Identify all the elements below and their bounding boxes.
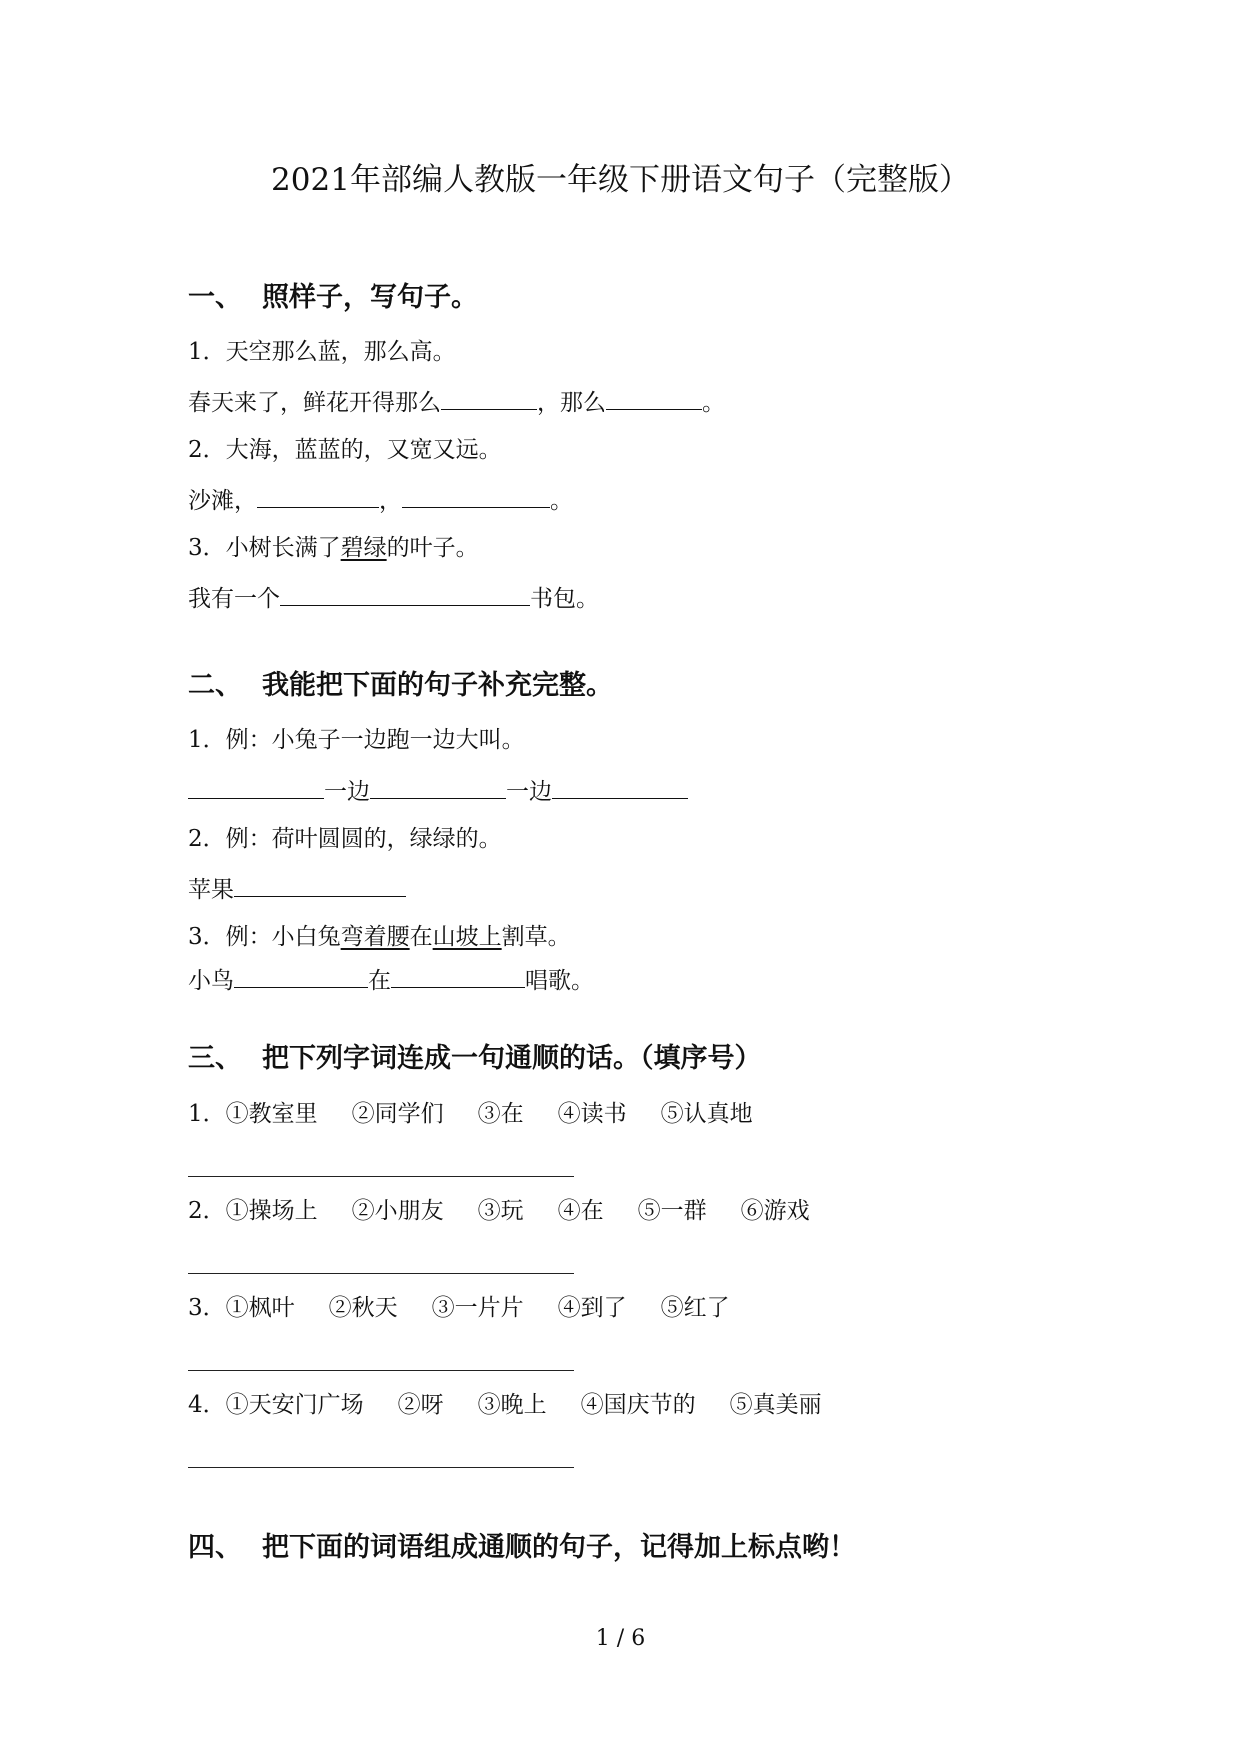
s3-q3-options xyxy=(188,1292,764,1324)
question-number: 4． xyxy=(188,1392,226,1418)
word-option: ③在 xyxy=(477,1101,524,1127)
word-option: ④读书 xyxy=(557,1101,627,1127)
answer-line[interactable] xyxy=(188,1273,574,1274)
example-text: 的叶子。 xyxy=(386,535,479,561)
answer-line[interactable] xyxy=(188,1370,574,1371)
answer-blank[interactable] xyxy=(188,774,324,799)
s3-q2-options xyxy=(188,1195,844,1227)
word-option: ②同学们 xyxy=(351,1101,444,1127)
s2-q1-task xyxy=(188,774,688,808)
word-option: ②秋天 xyxy=(328,1295,398,1321)
answer-blank[interactable] xyxy=(280,581,530,606)
section-number: 三、 xyxy=(188,1043,242,1074)
s1-q3-task xyxy=(188,581,599,615)
s2-q1-example: 1．例：小兔子一边跑一边大叫。 xyxy=(188,727,525,753)
s1-q2-task xyxy=(188,483,573,517)
answer-blank[interactable] xyxy=(606,385,702,410)
s1-q2-example: 2．大海，蓝蓝的，又宽又远。 xyxy=(188,437,502,463)
task-text: 苹果 xyxy=(188,877,234,903)
s2-q3-example xyxy=(188,921,571,953)
section-4-heading xyxy=(188,1530,856,1566)
task-text: 。 xyxy=(550,488,573,514)
answer-blank[interactable] xyxy=(441,385,537,410)
section-3-heading xyxy=(188,1041,762,1077)
section-1-heading xyxy=(188,280,478,316)
task-text: 春天来了，鲜花开得那么 xyxy=(188,390,441,416)
question-number: 3． xyxy=(188,1295,226,1321)
s2-q2-task xyxy=(188,872,406,906)
s1-q1-task xyxy=(188,385,725,419)
answer-blank[interactable] xyxy=(234,872,406,897)
task-text: 一边 xyxy=(506,779,552,805)
task-text: 。 xyxy=(702,390,725,416)
answer-blank[interactable] xyxy=(234,963,368,988)
answer-blank[interactable] xyxy=(391,963,525,988)
word-option: ①教室里 xyxy=(225,1101,318,1127)
underlined-word: 山坡上 xyxy=(432,924,502,950)
task-text: 小鸟 xyxy=(188,968,234,994)
underlined-word: 弯着腰 xyxy=(340,924,410,950)
section-2-heading xyxy=(188,668,613,704)
answer-blank[interactable] xyxy=(402,483,550,508)
task-text: 我有一个 xyxy=(188,586,280,612)
section-title: 把下列字词连成一句通顺的话。（填序号） xyxy=(262,1043,762,1074)
word-option: ①操场上 xyxy=(225,1198,318,1224)
task-text: 沙滩， xyxy=(188,488,257,514)
word-option: ④到了 xyxy=(557,1295,627,1321)
word-option: ⑤认真地 xyxy=(660,1101,753,1127)
task-text: 唱歌。 xyxy=(525,968,594,994)
page-title: 2021年部编人教版一年级下册语文句子（完整版） xyxy=(271,162,970,198)
task-text: 一边 xyxy=(324,779,370,805)
section-title: 照样子，写句子。 xyxy=(262,282,478,313)
answer-line[interactable] xyxy=(188,1176,574,1177)
s3-q4-options xyxy=(188,1389,856,1421)
word-option: ⑤真美丽 xyxy=(729,1392,822,1418)
underlined-word: 碧绿 xyxy=(340,535,387,561)
word-option: ⑥游戏 xyxy=(740,1198,810,1224)
example-text: 在 xyxy=(409,924,433,950)
s1-q1-example: 1．天空那么蓝，那么高。 xyxy=(188,339,456,365)
answer-blank[interactable] xyxy=(257,483,379,508)
word-option: ①天安门广场 xyxy=(225,1392,364,1418)
word-option: ①枫叶 xyxy=(225,1295,295,1321)
answer-line[interactable] xyxy=(188,1467,574,1468)
section-number: 二、 xyxy=(188,670,242,701)
question-number: 2． xyxy=(188,1198,226,1224)
word-option: ③晚上 xyxy=(477,1392,547,1418)
word-option: ③一片片 xyxy=(431,1295,524,1321)
example-text: 3．例：小白兔 xyxy=(188,924,341,950)
word-option: ②小朋友 xyxy=(351,1198,444,1224)
answer-blank[interactable] xyxy=(370,774,506,799)
page-number: 1 / 6 xyxy=(595,1626,646,1651)
example-text: 3．小树长满了 xyxy=(188,535,341,561)
section-title: 我能把下面的句子补充完整。 xyxy=(262,670,613,701)
section-number: 一、 xyxy=(188,282,242,313)
s3-q1-options xyxy=(188,1098,787,1130)
task-text: 在 xyxy=(368,968,391,994)
word-option: ②呀 xyxy=(397,1392,444,1418)
s1-q3-example xyxy=(188,532,479,564)
word-option: ④在 xyxy=(557,1198,604,1224)
word-option: ③玩 xyxy=(477,1198,524,1224)
example-text: 割草。 xyxy=(501,924,571,950)
s2-q3-task xyxy=(188,963,594,997)
word-option: ⑤红了 xyxy=(660,1295,730,1321)
task-text: ，那么 xyxy=(537,390,606,416)
task-text: 书包。 xyxy=(530,586,599,612)
answer-blank[interactable] xyxy=(552,774,688,799)
section-title: 把下面的词语组成通顺的句子，记得加上标点哟！ xyxy=(262,1532,856,1563)
word-option: ④国庆节的 xyxy=(580,1392,696,1418)
task-text: ， xyxy=(379,488,402,514)
s2-q2-example: 2．例：荷叶圆圆的，绿绿的。 xyxy=(188,826,502,852)
section-number: 四、 xyxy=(188,1532,242,1563)
word-option: ⑤一群 xyxy=(637,1198,707,1224)
question-number: 1． xyxy=(188,1101,226,1127)
